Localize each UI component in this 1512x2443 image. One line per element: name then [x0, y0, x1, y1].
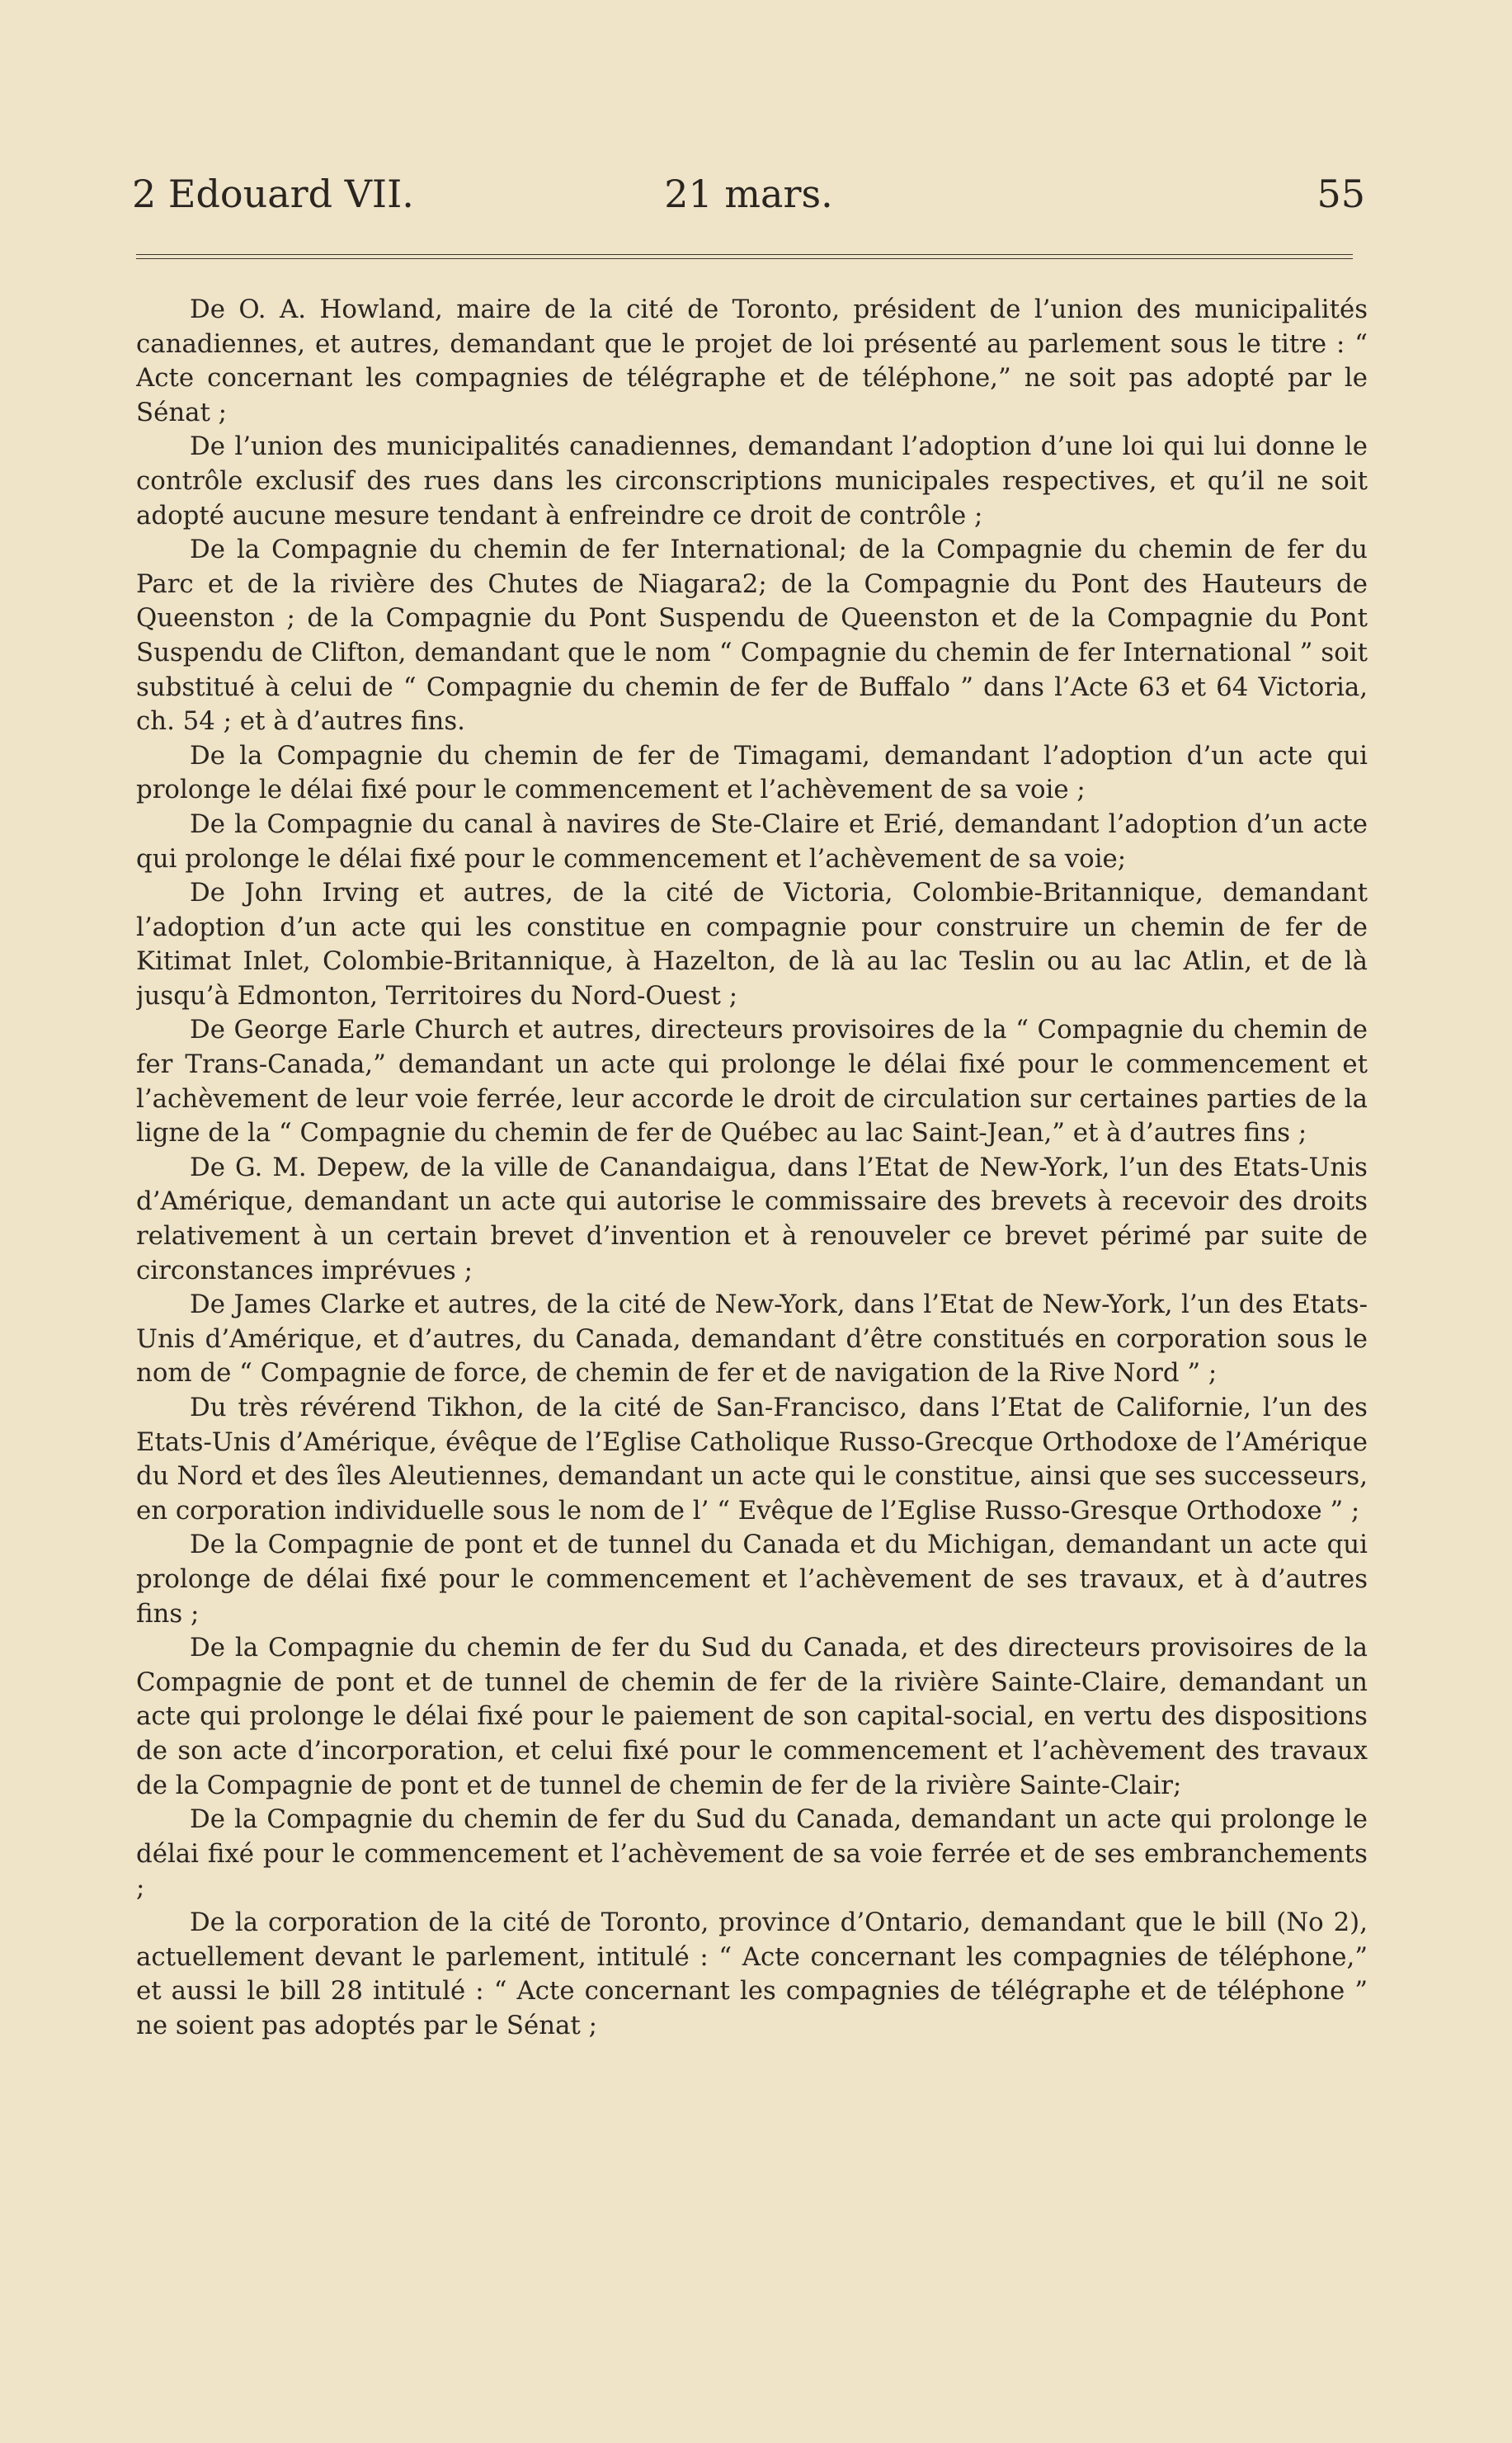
paragraph: De l’union des municipalités canadiennes, demandant l’adoption d’une loi qui lui donne le contrôle exclusif des rues dans les circonscriptions municipales respectives, et qu’il ne soit adopté aucune mesure tendant à enfreindre ce droit de contrôle ;: [136, 432, 1368, 531]
paragraph: De la Compagnie du chemin de fer de Timagami, demandant l’adoption d’un acte qui prolonge le délai fixé pour le commencement et l’achèvement de sa voie ;: [136, 740, 1368, 805]
header-session: 2 Edouard VII.: [132, 172, 414, 216]
paragraph: De la corporation de la cité de Toronto, province d’Ontario, demandant que le bill (No 2), actuellement devant le parlement, intitulé : “ Acte concernant les compagnies de téléphone,” et aussi le bill 28 intitulé : “ Acte concernant les compagnies de télégraphe et de téléphone ” ne soient pas adoptés par le Sénat ;: [136, 1907, 1368, 2040]
paragraph: De G. M. Depew, de la ville de Canandaigua, dans l’Etat de New-York, l’un des Etats-Unis d’Amérique, demandant un acte qui autorise le commissaire des brevets à recevoir des droits relativement à un certain brevet d’invention et à renouveler ce brevet périmé par suite de circonstances imprévues ;: [136, 1152, 1368, 1285]
paragraph: De la Compagnie du canal à navires de Ste-Claire et Erié, demandant l’adoption d’un acte qui prolonge le délai fixé pour le commencement et l’achèvement de sa voie;: [136, 809, 1368, 874]
paragraph: De la Compagnie du chemin de fer International; de la Compagnie du chemin de fer du Parc et de la rivière des Chutes de Niagara2; de la Compagnie du Pont des Hauteurs de Queenston ; de la Compagnie du Pont Suspendu de Queenston et de la Compagnie du Pont Suspendu de Clifton, demandant que le nom “ Compagnie du chemin de fer International ” soit substitué à celui de “ Compagnie du chemin de fer de Buffalo ” dans l’Acte 63 et 64 Victoria, ch. 54 ; et à d’autres fins.: [136, 535, 1368, 737]
header-date: 21 mars.: [664, 172, 833, 216]
paragraph: De James Clarke et autres, de la cité de New-York, dans l’Etat de New-York, l’un des Etats-Unis d’Amérique, et d’autres, du Canada, demandant d’être constitués en corporation sous le nom de “ Compagnie de force, de chemin de fer et de navigation de la Rive Nord ” ;: [136, 1290, 1368, 1389]
paragraph: De John Irving et autres, de la cité de Victoria, Colombie-Britannique, demandant l’adoption d’un acte qui les constitue en compagnie pour construire un chemin de fer de Kitimat Inlet, Colombie-Britannique, à Hazelton, de là au lac Teslin ou au lac Atlin, et de là jusqu’à Edmonton, Territoires du Nord-Ouest ;: [136, 878, 1368, 1011]
paragraph: Du très révérend Tikhon, de la cité de San-Francisco, dans l’Etat de Californie, l’un des Etats-Unis d’Amérique, évêque de l’Eglise Catholique Russo-Grecque Orthodoxe de l’Amérique du Nord et des îles Aleutiennes, demandant un acte qui le constitue, ainsi que ses successeurs, en corporation individuelle sous le nom de l’ “ Evêque de l’Eglise Russo-Gresque Orthodoxe ” ;: [136, 1393, 1368, 1526]
paragraph: De la Compagnie du chemin de fer du Sud du Canada, demandant un acte qui prolonge le délai fixé pour le commencement et l’achèvement de sa voie ferrée et de ses embranchements ;: [136, 1804, 1368, 1903]
paragraph: De la Compagnie de pont et de tunnel du Canada et du Michigan, demandant un acte qui prolonge de délai fixé pour le commencement et l’achèvement de ses travaux, et à d’autres fins ;: [136, 1530, 1368, 1629]
page-number: 55: [1317, 172, 1365, 216]
petitions-text: [136, 293, 1368, 2323]
paragraph: De George Earle Church et autres, directeurs provisoires de la “ Compagnie du chemin de fer Trans-Canada,” demandant un acte qui prolonge le délai fixé pour le commencement et l’achèvement de leur voie ferrée, leur accorde le droit de circulation sur certaines parties de la ligne de la “ Compagnie du chemin de fer de Québec au lac Saint-Jean,” et à d’autres fins ;: [136, 1015, 1368, 1148]
running-header: [132, 165, 1365, 223]
paragraph: De la Compagnie du chemin de fer du Sud du Canada, et des directeurs provisoires de la Compagnie de pont et de tunnel de chemin de fer de la rivière Sainte-Claire, demandant un acte qui prolonge le délai fixé pour le paiement de son capital-social, en vertu des dispositions de son acte d’incorporation, et celui fixé pour le commencement et l’achèvement des travaux de la Compagnie de pont et de tunnel de chemin de fer de la rivière Sainte-Clair;: [136, 1633, 1368, 1800]
paragraph: De O. A. Howland, maire de la cité de Toronto, président de l’union des municipalités canadiennes, et autres, demandant que le projet de loi présenté au parlement sous le titre : “ Acte concernant les compagnies de télégraphe et de téléphone,” ne soit pas adopté par le Sénat ;: [136, 295, 1368, 427]
header-double-rule: [136, 254, 1353, 259]
